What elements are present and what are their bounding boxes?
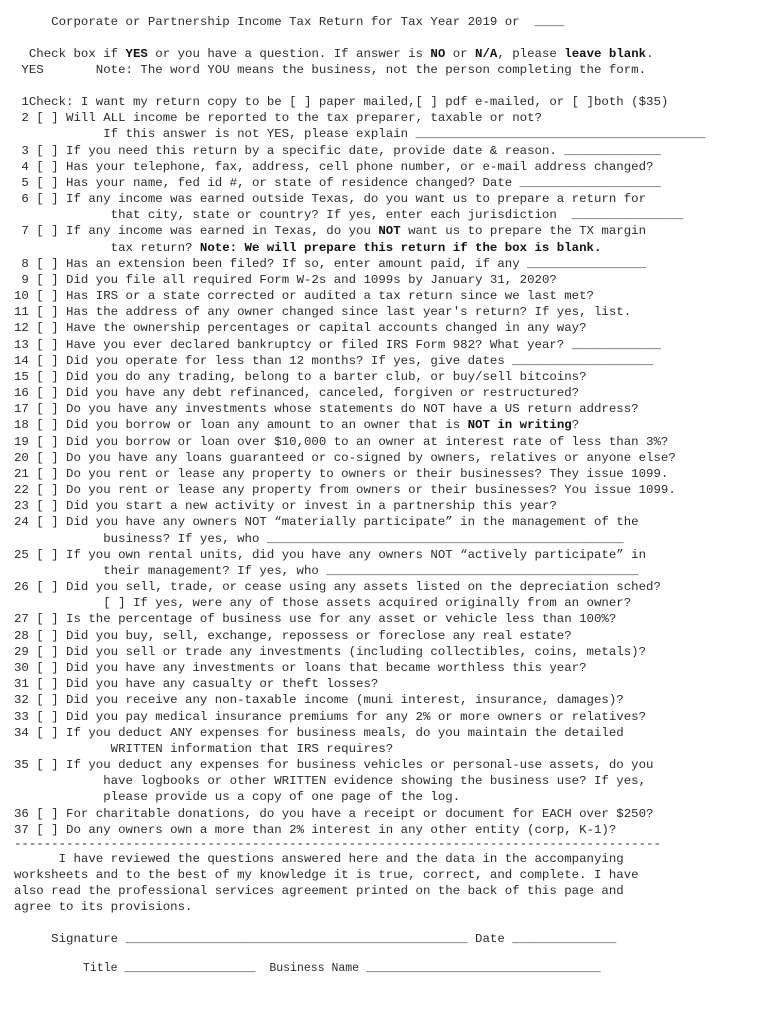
question-text: If you deduct any expenses for business vehicles or personal-use assets, do you xyxy=(58,758,654,772)
question-text: Has the address of any owner changed since last year's return? If yes, list. xyxy=(58,305,632,320)
question-text: WRITTEN information that IRS requires? xyxy=(14,741,394,756)
question-number: 9 xyxy=(14,272,29,287)
question-continuation xyxy=(14,531,624,547)
title-label: Title xyxy=(14,962,125,975)
question-row xyxy=(14,272,557,288)
question-text: Has an extension been filed? If so, enter amount paid, if any ________________ xyxy=(58,256,647,271)
question-row xyxy=(14,692,624,708)
question-text: If any income was earned outside Texas, do you want us to prepare a return for xyxy=(58,192,647,206)
question-checkbox[interactable]: [ ] xyxy=(28,159,59,174)
question-text: Is the percentage of business use for any asset or vehicle less than 100%? xyxy=(58,612,617,627)
question-row xyxy=(14,320,587,336)
question-number: 6 xyxy=(14,192,29,206)
question-text: business? If yes, who ________________________________________________ xyxy=(14,531,624,546)
question-continuation xyxy=(14,595,631,611)
question-text: want us to prepare the TX margin xyxy=(400,224,647,239)
question-number: 7 xyxy=(14,224,29,239)
question-checkbox[interactable]: [ ] xyxy=(28,450,59,465)
question-row xyxy=(14,498,557,514)
business-name-field[interactable]: __________________________________ xyxy=(365,962,601,975)
question-number: 8 xyxy=(14,256,29,271)
question-number: 23 xyxy=(14,499,29,514)
question-row xyxy=(14,337,661,353)
question-text: Did you have any debt refinanced, canceled, forgiven or restructured? xyxy=(58,386,580,401)
question-number: 36 xyxy=(14,806,29,821)
question-checkbox[interactable]: [ ] xyxy=(28,418,59,433)
question-number: 33 xyxy=(14,709,29,724)
question-row xyxy=(14,806,653,822)
question-number: 27 xyxy=(14,612,29,627)
attestation-line: I have reviewed the questions answered here and the data in the accompanying xyxy=(14,852,624,866)
question-number: 1 xyxy=(14,95,29,109)
question-text: Did you file all required Form W-2s and 1099s by January 31, 2020? xyxy=(58,272,557,287)
question-row xyxy=(14,159,653,175)
question-number: 32 xyxy=(14,693,29,708)
question-row xyxy=(14,482,676,498)
question-checkbox[interactable]: [ ] xyxy=(28,402,59,417)
question-checkbox[interactable]: [ ] xyxy=(28,175,59,190)
question-number: 4 xyxy=(14,159,29,174)
title-field[interactable]: ___________________ xyxy=(124,962,256,975)
question-row xyxy=(14,353,653,369)
question-text: have logbooks or other WRITTEN evidence showing the business use? If yes, xyxy=(14,774,647,789)
question-text: Have you ever declared bankruptcy or filed IRS Form 982? What year? ____________ xyxy=(58,337,661,352)
question-number: 18 xyxy=(14,418,29,433)
note-line xyxy=(14,62,646,78)
question-row xyxy=(14,466,668,482)
question-text: Did you sell or trade any investments (including collectibles, coins, metals)? xyxy=(58,644,647,659)
question-text: Did you pay medical insurance premiums for any 2% or more owners or relatives? xyxy=(58,709,647,724)
question-row xyxy=(14,757,653,773)
yes-label: YES xyxy=(14,63,96,77)
attestation-line: also read the professional services agreement printed on the back of this page and xyxy=(14,884,624,898)
question-row xyxy=(14,417,579,433)
question-text: Did you have any owners NOT “materially participate” in the management of the xyxy=(58,515,639,530)
question-row xyxy=(14,579,661,595)
question-row xyxy=(14,288,594,304)
question-row xyxy=(14,725,624,741)
question-checkbox[interactable]: [ ] xyxy=(28,386,59,401)
question-text: Do you have any investments whose statements do NOT have a US return address? xyxy=(58,402,639,417)
question-row xyxy=(14,369,587,385)
question-number: 5 xyxy=(14,175,29,190)
separator: --------------------------------------------------------------------------------------- xyxy=(14,837,661,851)
attestation-line: agree to its provisions. xyxy=(14,900,193,914)
form-title: Corporate or Partnership Income Tax Return for Tax Year 2019 or ____ xyxy=(14,15,565,29)
question-text: ? xyxy=(571,418,580,433)
question-checkbox[interactable]: [ ] xyxy=(28,289,59,303)
question-text: Do you have any loans guaranteed or co-signed by owners, relatives or anyone else? xyxy=(58,450,676,465)
question-text: Do you rent or lease any property from owners or their businesses? You issue 1099. xyxy=(58,483,676,498)
question-checkbox[interactable]: [ ] xyxy=(28,111,59,126)
question-row xyxy=(14,191,646,207)
question-text: Did you operate for less than 12 months? If yes, give dates ___________________ xyxy=(58,353,654,368)
question-checkbox[interactable]: [ ] xyxy=(28,272,59,287)
question-checkbox[interactable]: [ ] xyxy=(28,499,59,514)
question-text: Did you buy, sell, exchange, repossess or foreclose any real estate? xyxy=(58,628,572,643)
question-emphasis: NOT xyxy=(378,224,401,239)
question-checkbox[interactable]: [ ] xyxy=(28,483,59,498)
question-text: that city, state or country? If yes, enter each jurisdiction _______________ xyxy=(14,208,684,223)
note-text: Note: The word YOU means the business, not the person completing the form. xyxy=(95,63,647,77)
question-text: Check: I want my return copy to be [ ] paper mailed,[ ] pdf e-mailed, or [ ]both ($35) xyxy=(28,95,669,109)
question-continuation xyxy=(14,126,706,142)
question-continuation xyxy=(14,563,639,579)
question-text: Did you borrow or loan any amount to an owner that is xyxy=(58,418,468,433)
title-row xyxy=(14,961,601,977)
question-row xyxy=(14,676,378,692)
question-text: their management? If yes, who __________________________________________ xyxy=(14,563,639,578)
question-text: Did you have any casualty or theft losses? xyxy=(58,677,379,692)
question-number: 12 xyxy=(14,321,29,336)
question-checkbox[interactable]: [ ] xyxy=(28,369,59,384)
question-number: 13 xyxy=(14,337,29,352)
question-number: 16 xyxy=(14,386,29,401)
question-number: 28 xyxy=(14,628,29,643)
question-row xyxy=(14,256,646,272)
question-number: 22 xyxy=(14,483,29,498)
question-number: 35 xyxy=(14,758,29,772)
question-number: 21 xyxy=(14,466,29,481)
question-row xyxy=(14,223,646,239)
question-checkbox[interactable]: [ ] xyxy=(28,725,59,740)
question-checkbox[interactable]: [ ] xyxy=(28,628,59,643)
question-checkbox[interactable]: [ ] xyxy=(28,580,59,595)
question-number: 15 xyxy=(14,369,29,384)
question-checkbox[interactable]: [ ] xyxy=(28,547,59,562)
question-number: 25 xyxy=(14,547,29,562)
question-row xyxy=(14,628,572,644)
question-row xyxy=(14,434,668,450)
question-text: Did you start a new activity or invest in a partnership this year? xyxy=(58,499,557,514)
question-number: 10 xyxy=(14,289,29,303)
question-row xyxy=(14,660,587,676)
question-number: 31 xyxy=(14,677,29,692)
question-checkbox[interactable]: [ ] xyxy=(28,644,59,659)
attestation-line: worksheets and to the best of my knowledge it is true, correct, and complete. I have xyxy=(14,868,639,882)
question-checkbox[interactable]: [ ] xyxy=(28,661,59,675)
question-checkbox[interactable]: [ ] xyxy=(28,515,59,530)
question-number: 26 xyxy=(14,580,29,595)
question-text: If you own rental units, did you have any owners NOT “actively participate” in xyxy=(58,547,647,562)
question-text: tax return? xyxy=(14,240,200,255)
question-text: Do you rent or lease any property to owners or their businesses? They issue 1099. xyxy=(58,466,669,481)
question-row xyxy=(14,401,639,417)
question-emphasis: NOT in writing xyxy=(467,418,572,433)
question-text: Have the ownership percentages or capital accounts changed in any way? xyxy=(58,321,587,336)
question-continuation xyxy=(14,789,460,805)
question-checkbox[interactable]: [ ] xyxy=(28,612,59,627)
question-checkbox[interactable]: [ ] xyxy=(28,192,59,206)
question-text: please provide us a copy of one page of the log. xyxy=(14,790,461,805)
question-checkbox[interactable]: [ ] xyxy=(28,434,59,449)
signature-field[interactable]: ______________________________________________ xyxy=(125,932,468,946)
question-row xyxy=(14,709,646,725)
question-emphasis: Note: We will prepare this return if the box is blank. xyxy=(199,240,602,255)
question-number: 3 xyxy=(14,143,29,158)
question-text: Has IRS or a state corrected or audited a tax return since we last met? xyxy=(58,289,594,303)
business-name-label: Business Name xyxy=(255,962,366,975)
question-text: Has your name, fed id #, or state of residence changed? Date ___________________ xyxy=(58,175,661,190)
question-text: Did you do any trading, belong to a barter club, or buy/sell bitcoins? xyxy=(58,369,587,384)
question-row xyxy=(14,94,668,110)
question-checkbox[interactable]: [ ] xyxy=(28,822,59,837)
question-checkbox[interactable]: [ ] xyxy=(28,466,59,481)
question-row xyxy=(14,644,646,660)
question-row xyxy=(14,175,661,191)
question-row xyxy=(14,385,579,401)
question-checkbox[interactable]: [ ] xyxy=(28,321,59,336)
question-checkbox[interactable]: [ ] xyxy=(28,337,59,352)
date-label: Date xyxy=(467,932,513,946)
question-number: 19 xyxy=(14,434,29,449)
question-text: Do any owners own a more than 2% interest in any other entity (corp, K-1)? xyxy=(58,822,617,837)
question-checkbox[interactable]: [ ] xyxy=(28,677,59,692)
question-checkbox[interactable]: [ ] xyxy=(28,256,59,271)
question-number: 14 xyxy=(14,353,29,368)
question-number: 20 xyxy=(14,450,29,465)
question-continuation xyxy=(14,240,601,256)
question-text: Did you receive any non-taxable income (muni interest, insurance, damages)? xyxy=(58,693,624,708)
question-text: Did you borrow or loan over $10,000 to an owner at interest rate of less than 3%? xyxy=(58,434,669,449)
question-row xyxy=(14,143,661,159)
question-number: 37 xyxy=(14,822,29,837)
question-number: 2 xyxy=(14,111,29,126)
question-text: Will ALL income be reported to the tax preparer, taxable or not? xyxy=(58,111,542,126)
question-number: 30 xyxy=(14,661,29,675)
question-text: If any income was earned in Texas, do you xyxy=(58,224,379,239)
question-checkbox[interactable]: [ ] xyxy=(28,143,59,158)
question-row xyxy=(14,304,631,320)
question-row xyxy=(14,450,676,466)
question-continuation xyxy=(14,207,683,223)
question-continuation xyxy=(14,741,393,757)
question-row xyxy=(14,110,542,126)
question-text: For charitable donations, do you have a receipt or document for EACH over $250? xyxy=(58,806,654,821)
question-checkbox[interactable]: [ ] xyxy=(28,693,59,708)
question-checkbox[interactable]: [ ] xyxy=(28,806,59,821)
question-row xyxy=(14,547,646,563)
question-checkbox[interactable]: [ ] xyxy=(28,709,59,724)
question-number: 24 xyxy=(14,515,29,530)
question-continuation xyxy=(14,773,646,789)
question-checkbox[interactable]: [ ] xyxy=(28,353,59,368)
question-text: If you need this return by a specific date, provide date & reason. _____________ xyxy=(58,143,661,158)
question-text: Did you have any investments or loans that became worthless this year? xyxy=(58,661,587,675)
question-text: If you deduct ANY expenses for business meals, do you maintain the detailed xyxy=(58,725,624,740)
question-row xyxy=(14,611,616,627)
question-checkbox[interactable]: [ ] xyxy=(28,758,59,772)
question-number: 29 xyxy=(14,644,29,659)
question-text: [ ] If yes, were any of those assets acquired originally from an owner? xyxy=(14,596,632,611)
question-text: Did you sell, trade, or cease using any assets listed on the depreciation sched? xyxy=(58,580,661,595)
signature-row xyxy=(14,931,616,947)
question-text: If this answer is not YES, please explain _______________________________________ xyxy=(14,127,706,142)
question-row xyxy=(14,514,639,530)
question-number: 17 xyxy=(14,402,29,417)
signature-label: Signature xyxy=(14,932,126,946)
question-text: Has your telephone, fax, address, cell phone number, or e-mail address changed? xyxy=(58,159,654,174)
question-checkbox[interactable]: [ ] xyxy=(28,305,59,320)
question-number: 11 xyxy=(14,305,29,320)
date-field[interactable]: ______________ xyxy=(512,932,617,946)
question-number: 34 xyxy=(14,725,29,740)
instructions-line: Check box if YES or you have a question. If answer is NO or N/A, please leave blank. xyxy=(14,47,654,61)
question-checkbox[interactable]: [ ] xyxy=(28,224,59,239)
